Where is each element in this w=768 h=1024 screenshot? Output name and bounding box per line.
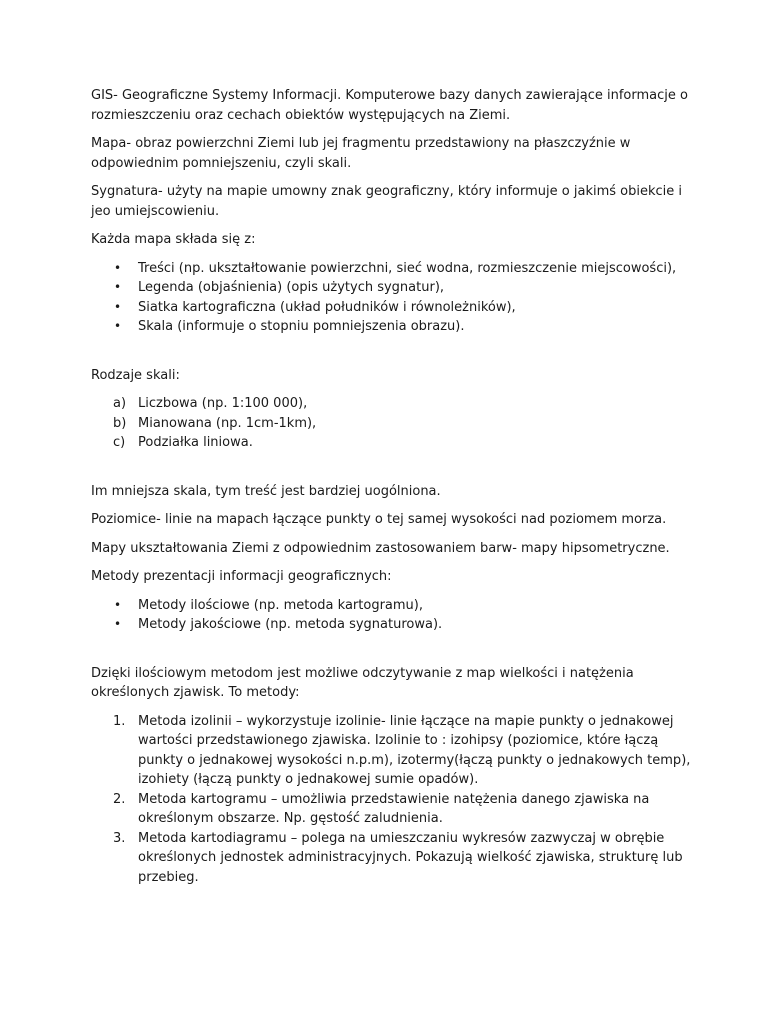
bullet-icon: • bbox=[114, 299, 122, 314]
paragraph-quantitative-methods-intro: Dzięki ilościowym metodom jest możliwe odczytywanie z map wielkości i natężenia określonych zjawisk. To metody: bbox=[91, 665, 634, 700]
list-item-text: Liczbowa (np. 1:100 000), bbox=[138, 396, 308, 411]
scale-types-list bbox=[91, 394, 698, 453]
list-item-text: Podziałka liniowa. bbox=[138, 435, 253, 450]
list-item bbox=[91, 278, 698, 298]
list-item-text: Skala (informuje o stopniu pomniejszenia obrazu). bbox=[138, 319, 465, 334]
paragraph-poziomice: Poziomice- linie na mapach łączące punkty o tej samej wysokości nad poziomem morza. bbox=[91, 512, 667, 527]
paragraph-mapa: Mapa- obraz powierzchni Ziemi lub jej fragmentu przedstawiony na płaszczyźnie w odpowiednim pomniejszeniu, czyli skali. bbox=[91, 136, 631, 171]
list-item bbox=[91, 414, 698, 434]
list-item-text: Legenda (objaśnienia) (opis użytych sygnatur), bbox=[138, 280, 445, 295]
paragraph-sygnatura: Sygnatura- użyty na mapie umowny znak geograficzny, który informuje o jakimś obiekcie i jeo umiejscowieniu. bbox=[91, 184, 682, 219]
list-item-text: Treści (np. ukształtowanie powierzchni, sieć wodna, rozmieszczenie miejscowości), bbox=[138, 260, 677, 276]
bullet-icon: • bbox=[114, 617, 122, 631]
list-item-text: Metody ilościowe (np. metoda kartogramu), bbox=[138, 597, 423, 613]
bullet-icon: • bbox=[114, 260, 122, 275]
list-item bbox=[91, 433, 698, 453]
paragraph-scale-generalization: Im mniejsza skala, tym treść jest bardziej uogólniona. bbox=[91, 483, 441, 499]
presentation-methods-list bbox=[91, 596, 698, 635]
list-marker: 2. bbox=[113, 791, 126, 807]
list-marker: 3. bbox=[113, 830, 126, 846]
list-marker: b) bbox=[113, 415, 127, 431]
list-item-text: Mianowana (np. 1cm-1km), bbox=[138, 415, 317, 431]
paragraph-presentation-methods-intro: Metody prezentacji informacji geograficznych: bbox=[91, 569, 392, 584]
list-item bbox=[91, 790, 698, 829]
bullet-icon: • bbox=[114, 280, 122, 294]
list-item-text: Metoda kartodiagramu – polega na umieszczaniu wykresów zazwyczaj w obrębie określonych jednostek administracyjnych. Pokazują wielkość zjawiska, strukturę lub przebieg. bbox=[138, 830, 683, 885]
paragraph-hypsometric-maps: Mapy ukształtowania Ziemi z odpowiednim zastosowaniem barw- mapy hipsometryczne. bbox=[91, 540, 670, 556]
spacer bbox=[91, 462, 698, 482]
list-marker: a) bbox=[113, 396, 127, 411]
paragraph-scale-types-intro: Rodzaje skali: bbox=[91, 367, 180, 383]
list-item bbox=[91, 394, 698, 414]
list-item bbox=[91, 712, 698, 790]
list-item-text: Siatka kartograficzna (układ południków i równoleżników), bbox=[138, 299, 516, 315]
bullet-icon: • bbox=[114, 319, 122, 333]
map-components-list bbox=[91, 259, 698, 337]
list-marker: 1. bbox=[113, 713, 126, 729]
quantitative-methods-list bbox=[91, 712, 698, 888]
list-item-text: Metoda izolinii – wykorzystuje izolinie- linie łączące na mapie punkty o jednakowej wartości przedstawionego zjawiska. Izolinie to : izohipsy (poziomice, które łączą punkty o jednakowej wysokości n.p.m), izotermy(łączą punkty o jednakowych temp), izohiety (łączą punkty o jednakowej sumie opadów). bbox=[138, 713, 691, 787]
list-item-text: Metoda kartogramu – umożliwia przedstawienie natężenia danego zjawiska na określonym obszarze. Np. gęstość zaludnienia. bbox=[138, 791, 650, 826]
list-item bbox=[91, 596, 698, 616]
bullet-icon: • bbox=[114, 597, 122, 612]
paragraph-map-components-intro: Każda mapa składa się z: bbox=[91, 232, 256, 247]
spacer bbox=[91, 346, 698, 366]
paragraph-gis: GIS- Geograficzne Systemy Informacji. Komputerowe bazy danych zawierające informacje o rozmieszczeniu oraz cechach obiektów występujących na Ziemi. bbox=[91, 88, 688, 123]
list-item bbox=[91, 259, 698, 279]
list-item-text: Metody jakościowe (np. metoda sygnaturowa). bbox=[138, 617, 443, 632]
list-item bbox=[91, 829, 698, 888]
spacer bbox=[91, 644, 698, 664]
list-item bbox=[91, 615, 698, 635]
list-marker: c) bbox=[113, 435, 126, 450]
list-item bbox=[91, 298, 698, 318]
list-item bbox=[91, 317, 698, 337]
